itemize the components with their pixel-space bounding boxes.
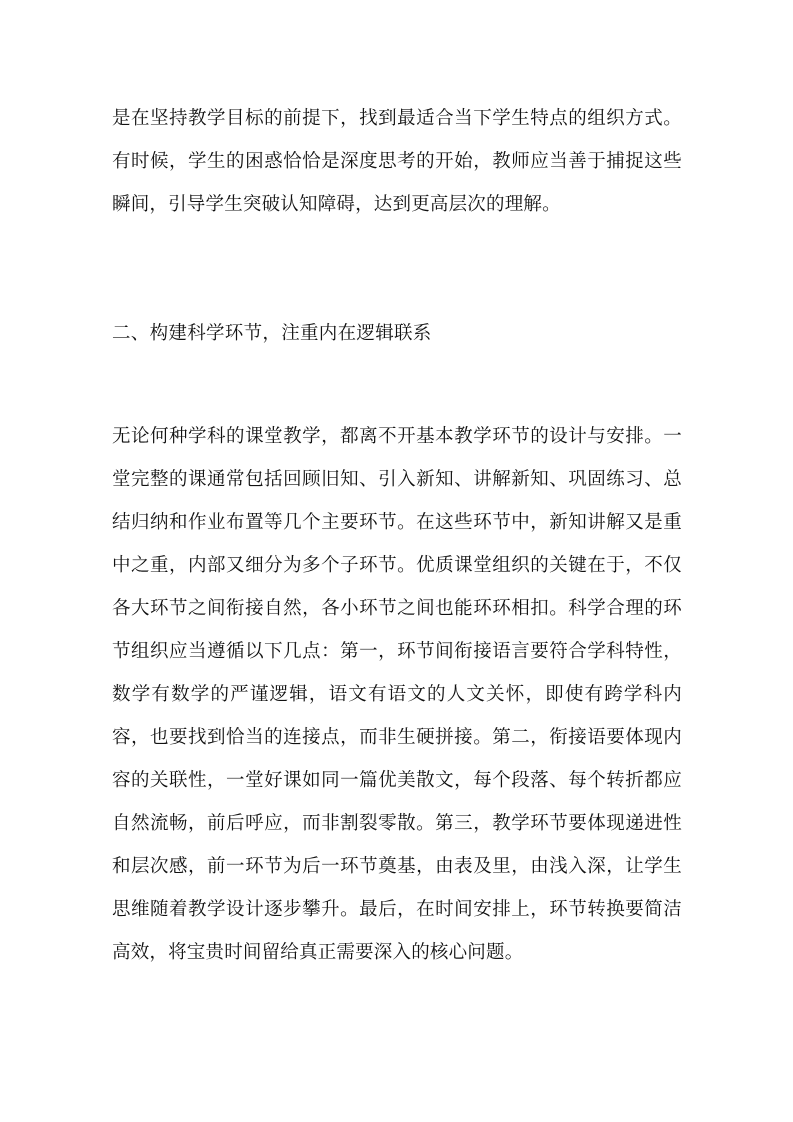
section-heading-two: 二、构建科学环节，注重内在逻辑联系 [112, 322, 432, 343]
paragraph-spacer-large [112, 225, 682, 311]
heading-spacer [112, 354, 682, 414]
paragraph-continuation: 是在坚持教学目标的前提下，找到最适合当下学生特点的组织方式。有时候，学生的困惑恰恰是深度思考的开始，教师应当善于捕捉这些瞬间，引导学生突破认知障碍，达到更高层次的理解。 [112, 107, 682, 214]
document-body [112, 96, 682, 973]
paragraph-section-two-body: 无论何种学科的课堂教学，都离不开基本教学环节的设计与安排。一堂完整的课通常包括回顾旧知、引入新知、讲解新知、巩固练习、总结归纳和作业布置等几个主要环节。在这些环节中，新知讲解又是重中之重，内部又细分为多个子环节。优质课堂组织的关键在于，不仅各大环节之间衔接自然，各小环节之间也能环环相扣。科学合理的环节组织应当遵循以下几点：第一，环节间衔接语言要符合学科特性，数学有数学的严谨逻辑，语文有语文的人文关怀，即使有跨学科内容，也要找到恰当的连接点，而非生硬拼接。第二，衔接语要体现内容的关联性，一堂好课如同一篇优美散文，每个段落、每个转折都应自然流畅，前后呼应，而非割裂零散。第三，教学环节要体现递进性和层次感，前一环节为后一环节奠基，由表及里，由浅入深，让学生思维随着教学设计逐步攀升。最后，在时间安排上，环节转换要简洁高效，将宝贵时间留给真正需要深入的核心问题。 [112, 425, 682, 962]
